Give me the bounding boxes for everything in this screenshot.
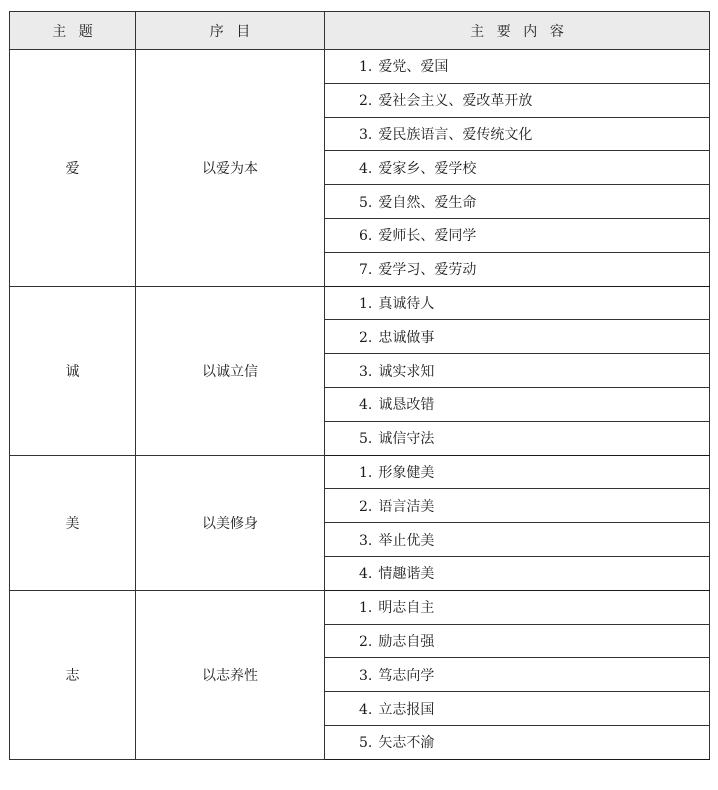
item-text: 情趣谐美 [378, 566, 435, 583]
item-number: 1. [359, 59, 373, 76]
item-number: 2. [359, 93, 373, 110]
item-text: 立志报国 [378, 701, 435, 718]
table-row [10, 455, 710, 489]
content-item-cell [325, 590, 710, 624]
item-text: 诚恳改错 [378, 397, 435, 414]
header-theme: 主题 [10, 12, 136, 50]
content-item-cell [325, 151, 710, 185]
content-item-cell [325, 692, 710, 726]
item-text: 形象健美 [378, 464, 435, 481]
item-number: 3. [359, 532, 373, 549]
item-number: 2. [359, 329, 373, 346]
item-text: 爱自然、爱生命 [378, 194, 477, 211]
item-text: 爱民族语言、爱传统文化 [378, 126, 533, 143]
header-row [10, 12, 710, 50]
content-item-cell [325, 286, 710, 320]
table-row [10, 590, 710, 624]
table-body [10, 50, 710, 760]
item-number: 5. [359, 194, 373, 211]
content-item-cell [325, 658, 710, 692]
item-number: 4. [359, 397, 373, 414]
item-number: 4. [359, 160, 373, 177]
theme-cell: 志 [10, 590, 136, 759]
content-item-cell [325, 185, 710, 219]
item-text: 忠诚做事 [378, 329, 435, 346]
table-row [10, 50, 710, 84]
content-item-cell [325, 523, 710, 557]
item-number: 2. [359, 633, 373, 650]
content-item-cell [325, 117, 710, 151]
item-text: 诚实求知 [378, 363, 435, 380]
item-text: 爱家乡、爱学校 [378, 160, 477, 177]
motto-cell: 以美修身 [136, 455, 325, 590]
item-text: 矢志不渝 [378, 735, 435, 752]
item-number: 4. [359, 701, 373, 718]
item-number: 7. [359, 262, 373, 279]
item-text: 明志自主 [378, 600, 435, 617]
item-number: 2. [359, 498, 373, 515]
item-number: 6. [359, 228, 373, 245]
item-text: 励志自强 [378, 633, 435, 650]
content-item-cell [325, 421, 710, 455]
content-item-cell [325, 556, 710, 590]
content-item-cell [325, 624, 710, 658]
content-item-cell [325, 354, 710, 388]
item-text: 诚信守法 [378, 431, 435, 448]
item-text: 举止优美 [378, 532, 435, 549]
item-text: 爱师长、爱同学 [378, 228, 477, 245]
header-motto: 序目 [136, 12, 325, 50]
content-item-cell [325, 489, 710, 523]
item-number: 5. [359, 431, 373, 448]
item-text: 笃志向学 [378, 667, 435, 684]
item-text: 爱党、爱国 [378, 59, 449, 76]
content-item-cell [325, 252, 710, 286]
content-item-cell [325, 218, 710, 252]
item-text: 爱学习、爱劳动 [378, 262, 477, 279]
content-item-cell [325, 50, 710, 84]
item-number: 1. [359, 600, 373, 617]
content-item-cell [325, 83, 710, 117]
item-number: 3. [359, 363, 373, 380]
item-number: 3. [359, 126, 373, 143]
theme-cell: 爱 [10, 50, 136, 287]
header-content: 主要内容 [325, 12, 710, 50]
motto-cell: 以志养性 [136, 590, 325, 759]
item-number: 5. [359, 735, 373, 752]
theme-cell: 诚 [10, 286, 136, 455]
item-number: 4. [359, 566, 373, 583]
item-text: 语言洁美 [378, 498, 435, 515]
content-item-cell [325, 455, 710, 489]
item-number: 1. [359, 464, 373, 481]
content-item-cell [325, 725, 710, 759]
content-item-cell [325, 387, 710, 421]
motto-cell: 以诚立信 [136, 286, 325, 455]
content-item-cell [325, 320, 710, 354]
theme-cell: 美 [10, 455, 136, 590]
table-row [10, 286, 710, 320]
item-number: 1. [359, 295, 373, 312]
item-text: 真诚待人 [378, 295, 435, 312]
motto-cell: 以爱为本 [136, 50, 325, 287]
item-number: 3. [359, 667, 373, 684]
item-text: 爱社会主义、爱改革开放 [378, 93, 533, 110]
content-table [9, 11, 710, 760]
